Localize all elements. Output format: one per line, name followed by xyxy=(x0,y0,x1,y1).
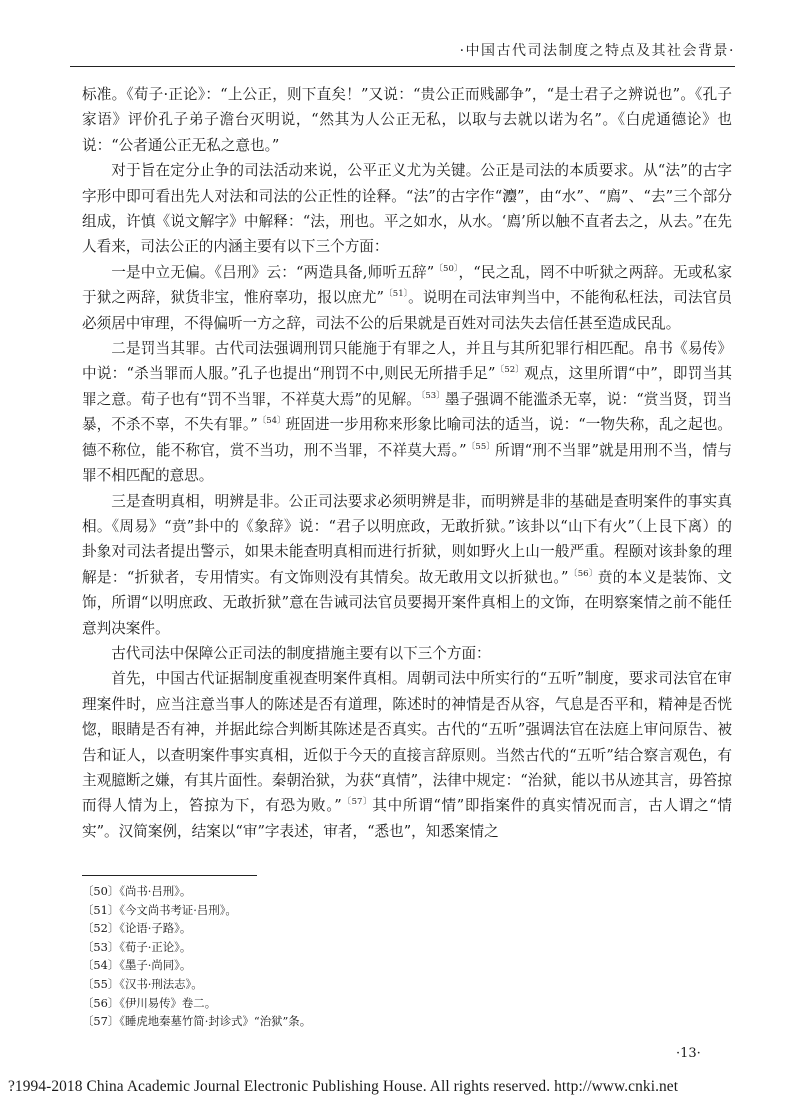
footnote-item: 〔55〕《汉书·刑法志》。 xyxy=(82,976,203,991)
footnote-item: 〔57〕《睡虎地秦墓竹简·封诊式》“治狱”条。 xyxy=(82,1014,312,1029)
footnote-ref[interactable]: 〔54〕 xyxy=(257,416,286,427)
body-paragraph xyxy=(82,82,732,158)
footnote-ref[interactable]: 〔56〕 xyxy=(568,568,598,579)
footnote-item: 〔54〕《墨子·尚同》。 xyxy=(82,958,192,973)
footnote-ref[interactable]: 〔55〕 xyxy=(466,441,496,452)
text-run: 班固进一步用称来形象比喻司法的适当，说：“一物失称，乱之起也。德不称位，能不称官，赏不当功，刑不当罪，不祥莫大焉。” xyxy=(82,416,732,459)
text-run: 古代司法中保障公正司法的制度措施主要有以下三个方面： xyxy=(111,644,491,662)
running-header-title: ·中国古代司法制度之特点及其社会背景· xyxy=(459,43,735,59)
footnote-item: 〔52〕《论语·子路》。 xyxy=(82,921,192,936)
text-run: 其中所谓“情”即指案件的真实情况而言，古人谓之“情实”。汉简案例，结案以“审”字表述，审者，“悉也”，知悉案情之 xyxy=(82,797,732,840)
body-paragraph xyxy=(82,666,732,844)
text-run: 对于旨在定分止争的司法活动来说，公平正义尤为关键。公正是司法的本质要求。从“法”的古字字形中即可看出先人对法和司法的公正性的诠释。“法”的古字作“灋”，由“水”、“廌”、“去”三个部分组成，许慎《说文解字》中解释：“法，刑也。平之如水，从水。‘廌’所以触不直者去之，从去。”在先人看来，司法公正的内涵主要有以下三个方面： xyxy=(82,162,732,256)
footnote-ref[interactable]: 〔53〕 xyxy=(420,390,445,401)
footnote-item: 〔56〕《伊川易传》卷二。 xyxy=(82,995,217,1010)
footnote-item: 〔50〕《尚书·吕刑》。 xyxy=(82,884,192,898)
body-paragraph xyxy=(82,336,732,488)
article-body xyxy=(82,82,732,844)
text-run: 三是查明真相，明辨是非。公正司法要求必须明辨是非，而明辨是非的基础是查明案件的事实真相。《周易》“贲”卦中的《象辞》说：“君子以明庶政，无敢折狱。”该卦以“山下有火”（上艮下离）的卦象对司法者提出警示，如果未能查明真相而进行折狱，则如野火上山一般严重。程颐对该卦象的理解是：“折狱者，专用情实。有文饰则没有其情矣。故无敢用文以折狱也。” xyxy=(82,492,732,586)
text-run: 观点，这里所谓“中”，即罚当其罪之意。荀子也有“罚不当罪，不祥莫大焉”的见解。 xyxy=(82,365,732,408)
text-run: 标准。《荀子·正论》：“上公正，则下直矣！”又说：“贵公正而贱鄙争”，“是士君子之辨说也”。《孔子家语》评价孔子弟子澹台灭明说，“然其为人公正无私，以取与去就以诺为名”。《白虎通德论》也说：“公者通公正无私之意也。” xyxy=(82,86,732,154)
text-run: ，“民之乱，罔不中听狱之两辞。无或私家于狱之两辞，狱货非宝，惟府辜功，报以庶尤” xyxy=(82,263,732,307)
text-run: 首先，中国古代证据制度重视查明案件真相。周朝司法中所实行的“五听”制度，要求司法官在审理案件时，应当注意当事人的陈述是否有道理，陈述时的神情是否从容，气息是否平和，精神是否恍惚，眼睛是否有神，并据此综合判断其陈述是否真实。古代的“五听”强调法官在法庭上审问原告、被告和证人，以查明案件事实真相，近似于今天的直接言辞原则。当然古代的“五听”结合察言观色，有主观臆断之嫌，有其片面性。秦朝治狱，为获“真情”，法律中规定：“治狱，能以书从迹其言，毋笞掠而得人情为上，笞掠为下，有恐为败。” xyxy=(82,670,732,815)
text-run: 。说明在司法审判当中，不能徇私枉法，司法官员必须居中审理，不得偏听一方之辞，司法不公的后果就是百姓对司法失去信任甚至造成民乱。 xyxy=(82,289,732,332)
footnote-ref[interactable]: 〔50〕 xyxy=(434,263,459,274)
copyright-line: ?1994-2018 China Academic Journal Electronic Publishing House. All rights reserved. http://www.cnki.net xyxy=(8,1078,679,1095)
body-paragraph xyxy=(82,489,732,641)
text-run: 贲的本义是装饰、文饰，所谓“以明庶政、无敢折狱”意在告诫司法官员要揭开案件真相上的文饰，在明察案情之前不能任意判决案件。 xyxy=(82,568,732,637)
text-run: 墨子强调不能滥杀无辜，说：“赏当贤，罚当暴，不杀不辜，不失有罪。” xyxy=(82,390,732,434)
footnotes xyxy=(82,882,732,1031)
page-number: ·13· xyxy=(676,1046,701,1061)
running-header xyxy=(70,22,735,67)
footnote-ref[interactable]: 〔52〕 xyxy=(495,365,525,376)
text-run: 一是中立无偏。《吕刑》云：“两造具备,师听五辞” xyxy=(111,263,435,281)
footnote-separator xyxy=(82,875,257,876)
text-run: 二是罚当其罪。古代司法强调刑罚只能施于有罪之人，并且与其所犯罪行相匹配。帛书《易传》中说：“杀当罪而人服。”孔子也提出“刑罚不中,则民无所措手足” xyxy=(82,340,732,383)
footnote-ref[interactable]: 〔51〕 xyxy=(384,289,409,300)
body-paragraph xyxy=(82,158,732,260)
footnote-item: 〔53〕《荀子·正论》。 xyxy=(82,939,192,954)
footnote-ref[interactable]: 〔57〕 xyxy=(341,797,373,808)
body-paragraph xyxy=(82,260,732,336)
body-paragraph xyxy=(82,641,732,666)
footnote-item: 〔51〕《今文尚书考证·吕刑》。 xyxy=(82,902,237,917)
text-run: 所谓“刑不当罪”就是用刑不当，情与罪不相匹配的意思。 xyxy=(82,441,732,485)
